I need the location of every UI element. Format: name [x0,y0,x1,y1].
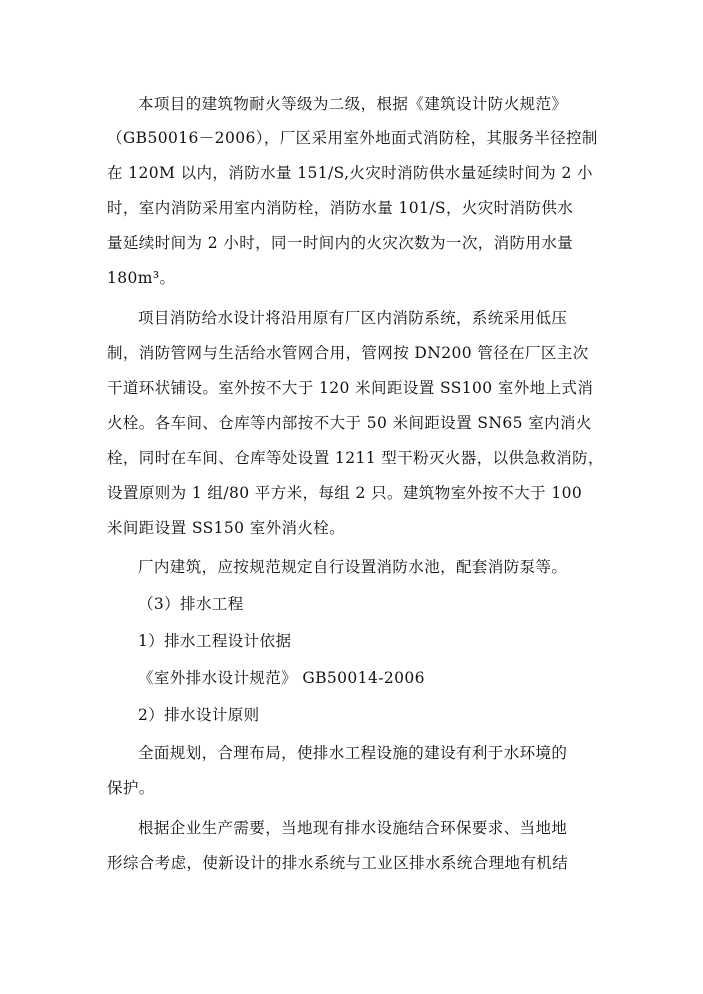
text-line-6: 180m³。 [107,269,176,287]
text-line-11: 栓，同时在车间、仓库等处设置 1211 型干粉灭火器，以供急救消防， [107,449,604,467]
text-line-22: 形综合考虑，使新设计的排水系统与工业区排水系统合理地有机结 [107,854,569,872]
text-line-20: 保护。 [107,779,155,797]
text-line-9: 干道环状铺设。室外按不大于 120 米间距设置 SS100 室外地上式消 [107,379,594,397]
text-line-21: 根据企业生产需要，当地现有排水设施结合环保要求、当地地 [138,819,568,837]
subsection-heading-2: 2）排水设计原则 [138,706,260,724]
text-line-13: 米间距设置 SS150 室外消火栓。 [107,519,346,537]
standard-reference: 《室外排水设计规范》 GB50014-2006 [138,669,425,687]
text-line-12: 设置原则为 1 组/80 平方米，每组 2 只。建筑物室外按不大于 100 [107,484,583,502]
text-line-19: 全面规划，合理布局，使排水工程设施的建设有利于水环境的 [138,744,568,762]
text-line-5: 量延续时间为 2 小时，同一时间内的火灾次数为一次，消防用水量 [107,234,574,252]
text-line-10: 火栓。各车间、仓库等内部按不大于 50 米间距设置 SN65 室内消火 [107,414,592,432]
section-heading: （3）排水工程 [138,595,244,613]
text-line-3: 在 120M 以内，消防水量 151/S,火灾时消防供水量延续时间为 2 小 [107,164,593,182]
text-line-4: 时，室内消防采用室内消防栓，消防水量 101/S，火灾时消防供水 [107,199,574,217]
text-line-8: 制，消防管网与生活给水管网合用，管网按 DN200 管径在厂区主次 [107,344,589,362]
text-line-7: 项目消防给水设计将沿用原有厂区内消防系统，系统采用低压 [138,309,568,327]
text-line-2: （GB50016－2006），厂区采用室外地面式消防栓，其服务半径控制 [107,129,598,147]
text-line-1: 本项目的建筑物耐火等级为二级，根据《建筑设计防火规范》 [138,95,568,113]
text-line-14: 厂内建筑，应按规范规定自行设置消防水池，配套消防泵等。 [138,558,568,576]
subsection-heading-1: 1）排水工程设计依据 [138,632,292,650]
